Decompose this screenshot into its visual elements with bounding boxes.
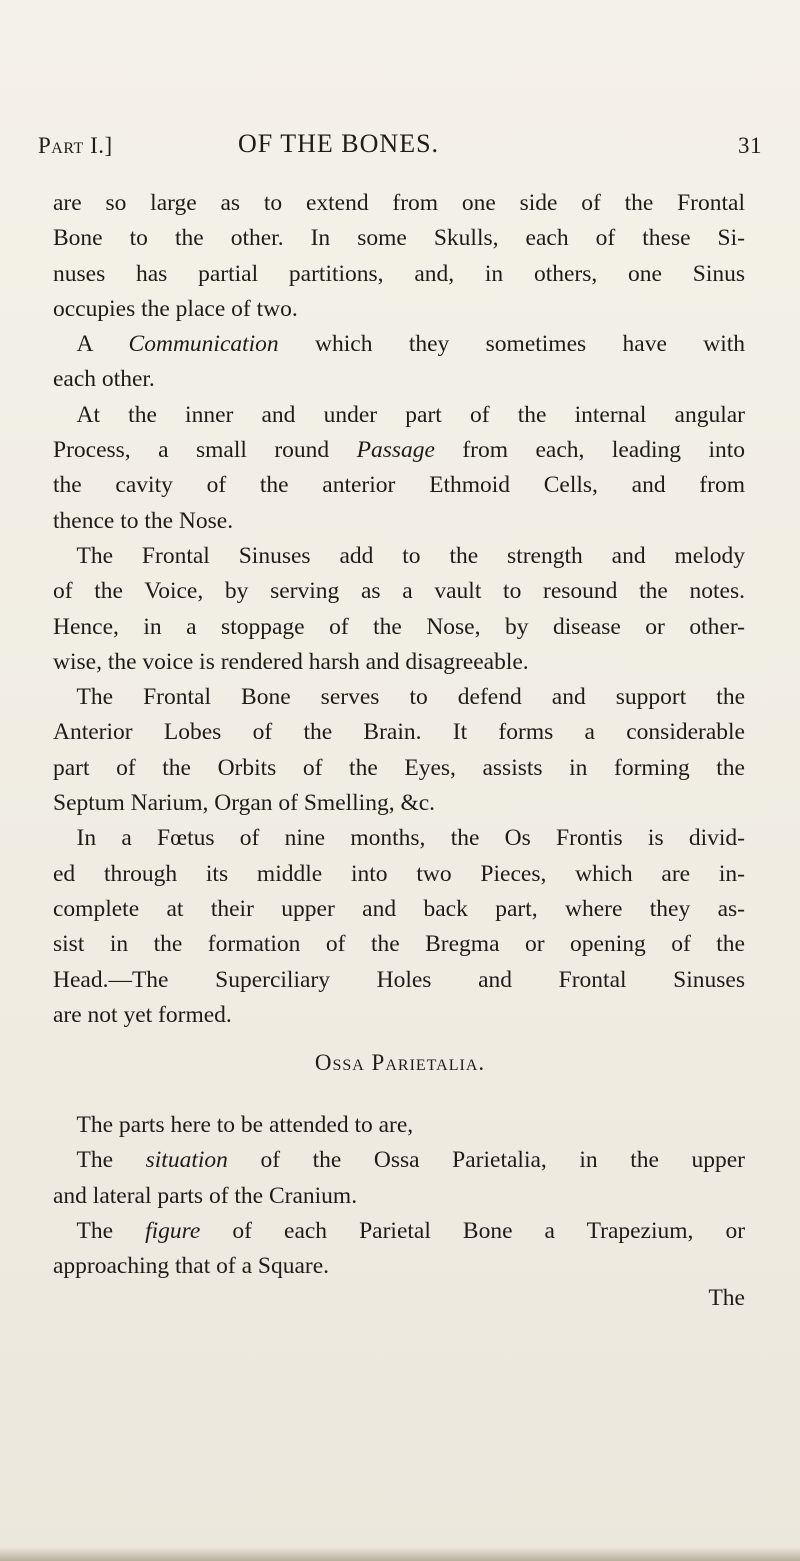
- text-line: ed through its middle into two Pieces, which are in-: [53, 860, 745, 887]
- text-line: At the inner and under part of the internal angular: [76, 401, 745, 428]
- text-line: and lateral parts of the Cranium.: [53, 1182, 358, 1209]
- text-line: In a Fœtus of nine months, the Os Frontis is divid-: [76, 825, 745, 852]
- text-line: Anterior Lobes of the Brain. It forms a considerable: [53, 719, 745, 746]
- italic-term: situation: [145, 1147, 228, 1174]
- text-line: The figure of each Parietal Bone a Trapezium, or: [76, 1217, 746, 1244]
- text-line: approaching that of a Square.: [53, 1253, 330, 1280]
- catchword: The: [708, 1285, 745, 1311]
- text-line: part of the Orbits of the Eyes, assists in forming the: [53, 754, 745, 781]
- text-line: are so large as to extend from one side of the Frontal: [53, 190, 745, 216]
- text-line: occupies the place of two.: [53, 295, 298, 322]
- text-line: The Frontal Bone serves to defend and support the: [76, 684, 745, 711]
- italic-term: Passage: [356, 437, 435, 464]
- text-line: of the Voice, by serving as a vault to resound the notes.: [53, 578, 745, 605]
- text-line: Septum Narium, Organ of Smelling, &c.: [53, 790, 436, 817]
- text-line: complete at their upper and back part, where they as-: [53, 895, 745, 922]
- page-number: 31: [738, 133, 762, 158]
- running-head: [38, 129, 762, 167]
- section-body: [53, 1108, 745, 1284]
- text-line: Process, a small round Passage from each, leading into: [53, 437, 745, 464]
- running-head-title: OF THE BONES.: [238, 129, 440, 158]
- text-line: sist in the formation of the Bregma or opening of the: [53, 931, 745, 958]
- italic-term: Communication: [128, 331, 279, 358]
- text-line: The Frontal Sinuses add to the strength and melody: [76, 542, 745, 569]
- page-edge-shadow: [0, 1547, 800, 1561]
- text-line: the cavity of the anterior Ethmoid Cells, and from: [53, 472, 745, 499]
- text-line: thence to the Nose.: [53, 507, 234, 534]
- text-line: The parts here to be attended to are,: [76, 1112, 414, 1138]
- text-line: Hence, in a stoppage of the Nose, by disease or other-: [53, 613, 745, 640]
- text-line: The situation of the Ossa Parietalia, in the upper: [76, 1147, 745, 1174]
- text-line: A Communication which they sometimes have with: [76, 331, 746, 358]
- text-line: nuses has partial partitions, and, in others, one Sinus: [53, 260, 745, 287]
- section-heading: Ossa Parietalia.: [314, 1050, 486, 1075]
- text-line: Bone to the other. In some Skulls, each of these Si-: [53, 225, 745, 252]
- text-line: are not yet formed.: [53, 1001, 232, 1028]
- text-line: wise, the voice is rendered harsh and disagreeable.: [53, 648, 529, 675]
- italic-term: figure: [145, 1217, 201, 1244]
- body-text: [53, 186, 745, 1033]
- text-line: each other.: [53, 366, 155, 393]
- running-head-part: Part I.]: [38, 133, 113, 158]
- text-line: Head.—The Superciliary Holes and Frontal Sinuses: [53, 966, 745, 993]
